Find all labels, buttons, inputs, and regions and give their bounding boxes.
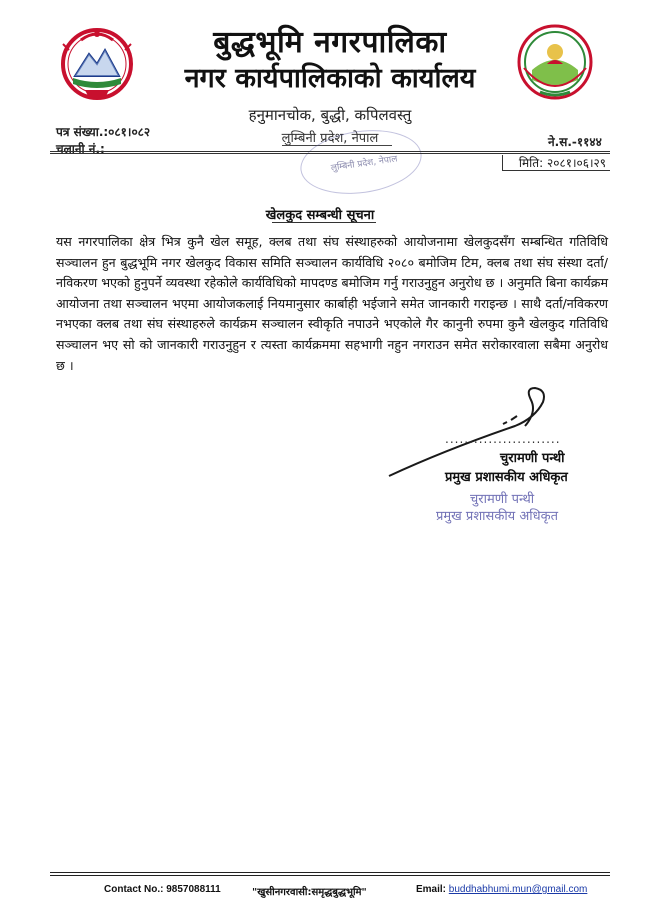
footer-email-link[interactable]: buddhabhumi.mun@gmail.com xyxy=(448,884,588,895)
footer-email-label: Email: xyxy=(416,884,447,895)
signatory-stamp-name: चुरामणी पन्थी xyxy=(470,492,535,507)
footer-slogan: "खुसीनगरवासी:समृद्धबुद्धभूमि" xyxy=(252,887,367,898)
signatory-name: चुरामणी पन्थी xyxy=(500,451,565,466)
subject-underline xyxy=(272,222,376,223)
letter-number: पत्र संख्या.:०८१।०८२ xyxy=(56,125,151,139)
footer-email xyxy=(416,884,587,895)
nepal-sambat-code: ने.स.-११४४ xyxy=(548,135,602,149)
office-subtitle: नगर कार्यपालिकाको कार्यालय xyxy=(184,63,476,94)
footer-divider xyxy=(50,872,610,873)
header-divider-secondary xyxy=(50,153,610,154)
signatory-stamp-title: प्रमुख प्रशासकीय अधिकृत xyxy=(436,509,559,524)
letter-date: मिति: २०८१।०६।२९ xyxy=(502,155,610,171)
notice-body: यस नगरपालिका क्षेत्र भित्र कुनै खेल समूह, क्लब तथा संघ संस्थाहरुको आयोजनामा खेलकुदसँग सम्बन्धित गतिविधि सञ्चालन हुन बुद्धभूमि नगर खेलकुद विकास समिति सञ्चालन कार्यविधि २०८० बमोजिम टिम, क्लब तथा संघ संस्था दर्ता/नविकरण भएको हुनुपर्ने व्यवस्था रहेकोले कार्यविधिको मापदण्ड बमोजिम गर्नु गराउनुहुन अनुरोध छ । अनुमति बिना कार्यक्रम आयोजना तथा सञ्चालन भएमा आयोजकलाई नियमानुसार कार्बाही भईजाने समेत जानकारी गराइन्छ । साथै दर्ता/नविकरण नभएका क्लब तथा संघ संस्थाहरुले कार्यक्रम सञ्चालन स्वीकृति नपाउने भएकोले गैर कानुनी रुपमा कुनै खेलकुद गतिविधि सञ्चालन भए सो को जानकारी गराउनुहुन र त्यस्ता कार्यक्रममा सहभागी नहुन नगराउन समेत सरोकारवाला सबैमा अनुरोध छ । xyxy=(56,234,608,373)
signatory-title: प्रमुख प्रशासकीय अधिकृत xyxy=(445,470,568,485)
header-divider xyxy=(50,151,610,152)
signature-line: ........................ xyxy=(445,432,561,446)
office-address: हनुमानचोक, बुद्धी, कपिलवस्तु xyxy=(248,106,412,124)
buddhabhumi-municipality-logo-icon xyxy=(510,20,600,104)
nepal-government-emblem-icon xyxy=(55,20,139,104)
municipality-title: बुद्धभूमि नगरपालिका xyxy=(213,25,447,60)
footer-divider-secondary xyxy=(50,875,610,876)
footer-contact: Contact No.: 9857088111 xyxy=(104,884,221,895)
dispatch-number: चलानी नं.: xyxy=(56,142,105,156)
office-stamp-text: लुम्बिनी प्रदेश, नेपाल xyxy=(330,154,399,174)
notice-subject: खेलकुद सम्बन्धी सूचना xyxy=(265,208,375,223)
province-line: लुम्बिनी प्रदेश, नेपाल xyxy=(281,131,379,146)
